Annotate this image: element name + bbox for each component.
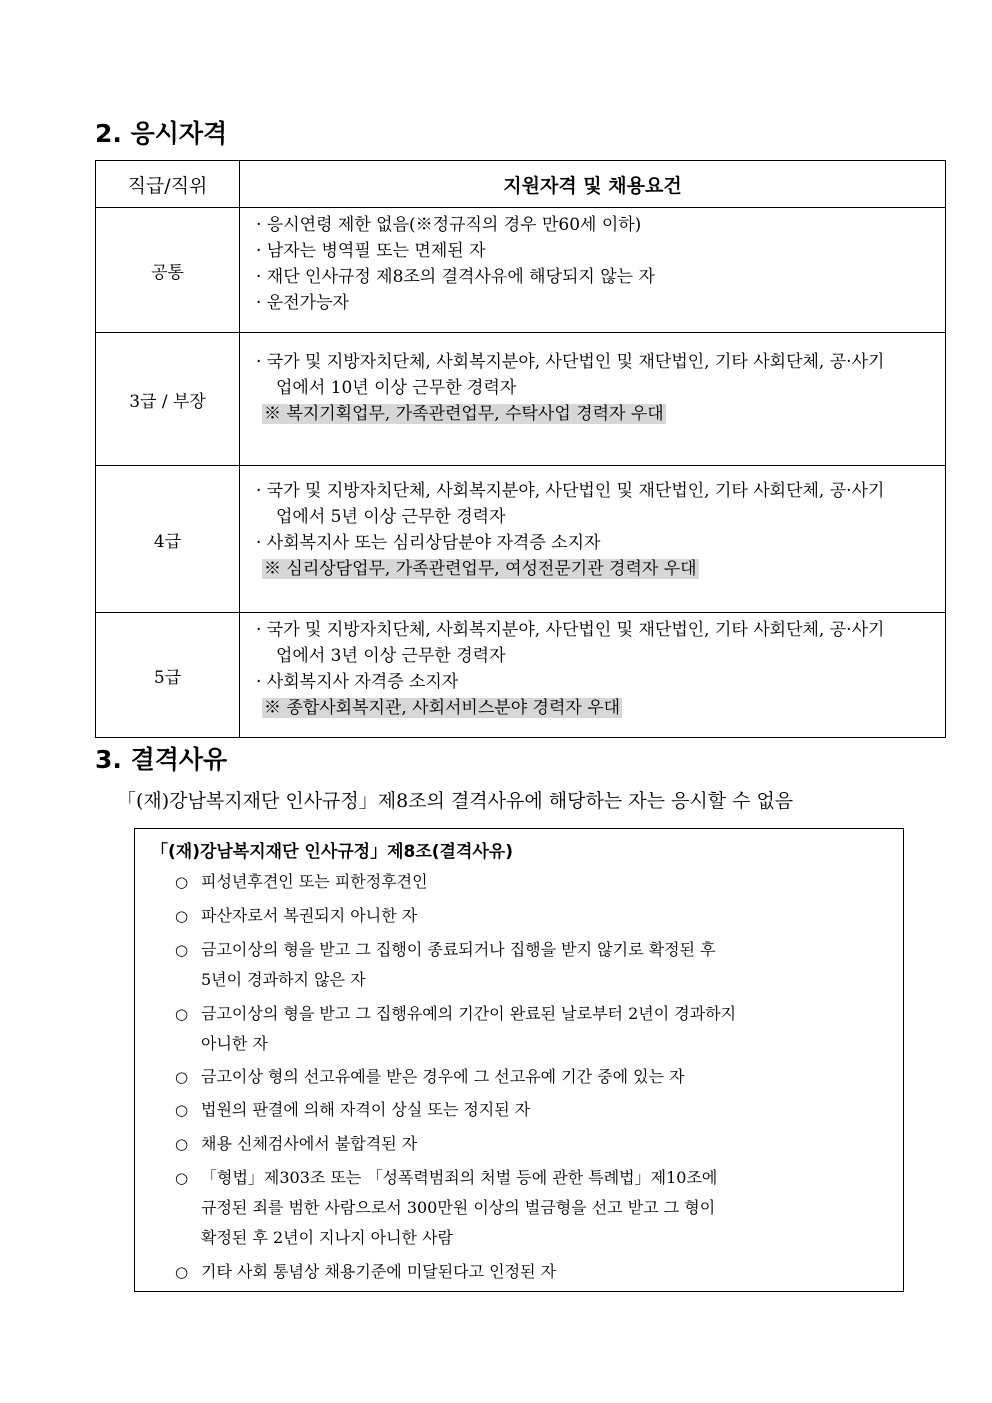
requirement-line: 업에서 5년 이상 근무한 경력자 [276,507,506,527]
circle-bullet-icon: ○ [175,1169,189,1187]
list-item [175,1062,895,1092]
circle-bullet-icon: ○ [175,1263,189,1281]
header-requirements: 지원자격 및 채용요건 [240,161,946,208]
grade-cell: 4급 [96,466,240,613]
list-item [175,1129,895,1159]
requirement-line: · 운전가능자 [256,293,349,313]
grade-cell: 3급 / 부장 [96,333,240,466]
box-title: 「(재)강남복지재단 인사규정」제8조(결격사유) [151,842,513,862]
requirement-line: · 응시연령 제한 없음(※정규직의 경우 만60세 이하) [256,215,642,235]
list-item-text: 「형법」제303조 또는 「성폭력범죄의 처벌 등에 관한 특례법」제10조에 [201,1168,718,1187]
list-item [175,1257,895,1287]
requirement-line: · 재단 인사규정 제8조의 결격사유에 해당되지 않는 자 [256,267,655,287]
requirements-cell [240,613,946,738]
qualification-table [95,160,946,738]
preference-note: ※ 종합사회복지관, 사회서비스분야 경력자 우대 [264,698,621,718]
circle-bullet-icon: ○ [175,1005,189,1023]
list-item-text: 아니한 자 [201,1034,268,1053]
list-item [175,1163,895,1253]
table-row [96,466,946,613]
list-item-text: 금고이상 형의 선고유예를 받은 경우에 그 선고유예 기간 중에 있는 자 [201,1067,685,1086]
preference-note: ※ 복지기획업무, 가족관련업무, 수탁사업 경력자 우대 [264,404,664,424]
list-item-text: 파산자로서 복권되지 아니한 자 [201,906,418,925]
table-row [96,613,946,738]
table-row [96,333,946,466]
circle-bullet-icon: ○ [175,1135,189,1153]
table-row [96,208,946,333]
section-2-heading: 2. 응시자격 [95,119,228,148]
list-item-text: 규정된 죄를 범한 사람으로서 300만원 이상의 벌금형을 선고 받고 그 형이 [201,1198,716,1217]
table-header-row [96,161,946,208]
list-item [175,867,895,897]
requirements-cell [240,333,946,466]
requirement-line: 업에서 10년 이상 근무한 경력자 [276,378,517,398]
list-item [175,1095,895,1125]
disqualification-box [134,828,904,1292]
section-3-heading: 3. 결격사유 [95,745,228,774]
list-item-text: 5년이 경과하지 않은 자 [201,970,366,989]
disqualification-intro: 「(재)강남복지재단 인사규정」제8조의 결격사유에 해당하는 자는 응시할 수 없음 [117,790,794,812]
list-item-text: 기타 사회 통념상 채용기준에 미달된다고 인정된 자 [201,1262,557,1281]
preference-note: ※ 심리상담업무, 가족관련업무, 여성전문기관 경력자 우대 [264,559,697,579]
list-item [175,935,895,995]
circle-bullet-icon: ○ [175,1101,189,1119]
requirement-line: · 사회복지사 또는 심리상담분야 자격증 소지자 [256,533,601,553]
circle-bullet-icon: ○ [175,907,189,925]
list-item-text: 확정된 후 2년이 지나지 아니한 사람 [201,1228,453,1247]
list-item-text: 피성년후견인 또는 피한정후견인 [201,872,428,891]
requirement-line: · 남자는 병역필 또는 면제된 자 [256,241,486,261]
list-item-text: 법원의 판결에 의해 자격이 상실 또는 정지된 자 [201,1100,531,1119]
requirement-line: · 국가 및 지방자치단체, 사회복지분야, 사단법인 및 재단법인, 기타 사회단체, 공·사기 [256,481,885,501]
list-item-text: 채용 신체검사에서 불합격된 자 [201,1134,418,1153]
requirement-line: · 국가 및 지방자치단체, 사회복지분야, 사단법인 및 재단법인, 기타 사회단체, 공·사기 [256,620,885,640]
header-grade: 직급/직위 [96,161,240,208]
list-item-text: 금고이상의 형을 받고 그 집행이 종료되거나 집행을 받지 않기로 확정된 후 [201,940,716,959]
circle-bullet-icon: ○ [175,941,189,959]
grade-cell: 공통 [96,208,240,333]
circle-bullet-icon: ○ [175,1068,189,1086]
circle-bullet-icon: ○ [175,873,189,891]
requirement-line: · 사회복지사 자격증 소지자 [256,672,459,692]
requirements-cell [240,466,946,613]
list-item [175,999,895,1059]
list-item-text: 금고이상의 형을 받고 그 집행유예의 기간이 완료된 날로부터 2년이 경과하지 [201,1004,737,1023]
requirement-line: 업에서 3년 이상 근무한 경력자 [276,646,506,666]
requirements-cell [240,208,946,333]
requirement-line: · 국가 및 지방자치단체, 사회복지분야, 사단법인 및 재단법인, 기타 사회단체, 공·사기 [256,352,885,372]
list-item [175,901,895,931]
grade-cell: 5급 [96,613,240,738]
